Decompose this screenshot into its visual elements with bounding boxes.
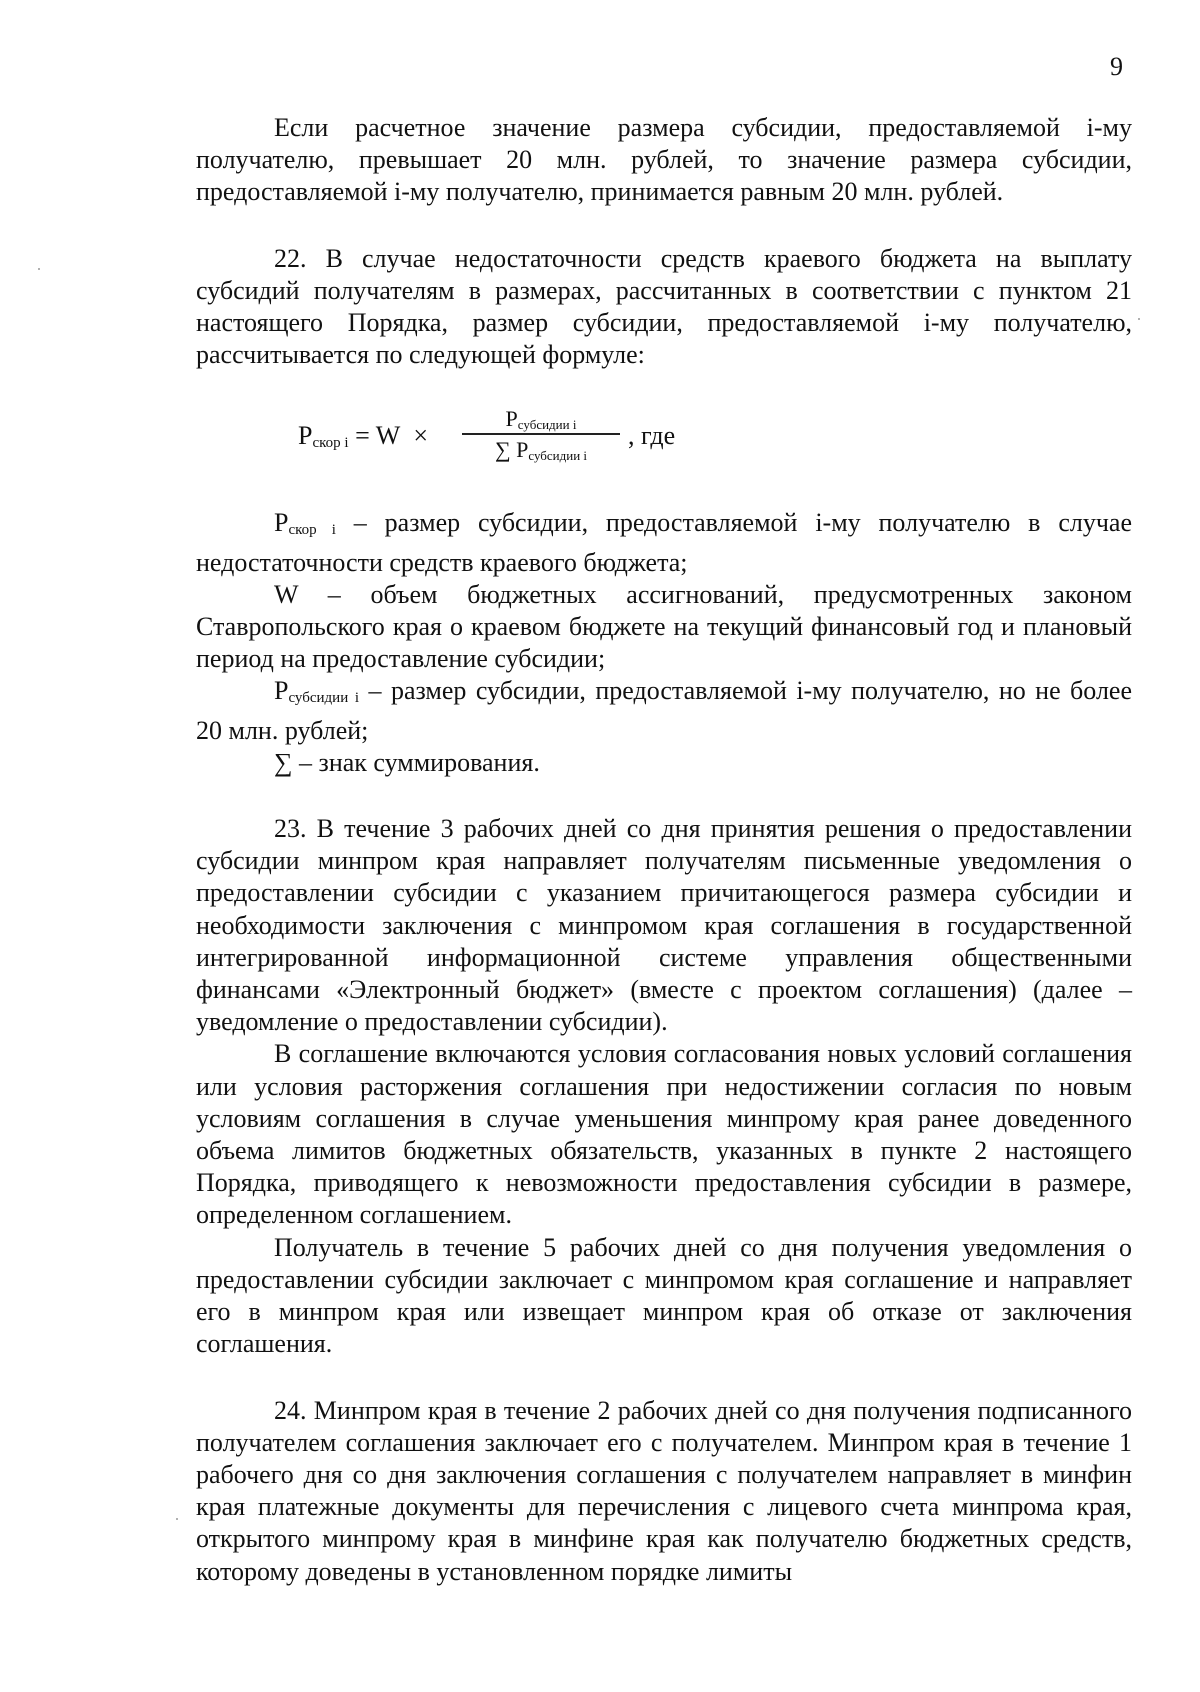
formula-lhs-symbol: P: [298, 421, 313, 451]
paragraph-23-recipient: Получатель в течение 5 рабочих дней со дня получения уведомления о предоставлении субсидии заключает с минпромом края соглашение и направляет его в минпром края или извещает минпром края об отказе от заключения соглашения.: [196, 1232, 1132, 1359]
scan-speck: [176, 1518, 178, 1520]
paragraph-23: 23. В течение 3 рабочих дней со дня принятия решения о предоставлении субсидии минпром края направляет получателям письменные уведомления о предоставлении субсидии с указанием причитающегося размера субсидии и необходимости заключения с минпромом края соглашения в государственной интегрированной информационной системе управления общественными финансами «Электронный бюджет» (вместе с проектом соглашения) (далее – уведомление о предоставлении субсидии).: [196, 814, 1132, 1037]
definition-w: W – объем бюджетных ассигнований, предусмотренных законом Ставропольского края о краевом бюджете на текущий финансовый год и плановый период на предоставление субсидии;: [196, 579, 1132, 674]
formula-lhs: [298, 421, 428, 458]
scan-speck: [1138, 318, 1140, 320]
paragraph-22: 22. В случае недостаточности средств краевого бюджета на выплату субсидий получателям в размерах, рассчитанных в соответствии с пунктом 21 настоящего Порядка, размер субсидии, предоставляемой i-му получателю, рассчитывается по следующей формуле:: [196, 243, 1132, 370]
formula-w: W: [375, 421, 401, 451]
formula-numerator: $P_{субсидии i}$: [505, 406, 577, 433]
definition-sum: ∑ – знак суммирования.: [274, 747, 540, 777]
definition-p-subsidy: $P_{субсидии i}$ – размер субсидии, предоставляемой i-му получателю, но не более 20 млн. рублей;: [196, 676, 1133, 745]
subsidy-formula: [196, 397, 1132, 491]
page-number: 9: [1110, 52, 1123, 81]
scan-speck: [38, 268, 40, 270]
formula-denominator: ∑ $P_{субсидии i}$: [494, 436, 588, 463]
paragraph-23-agreement-terms: В соглашение включаются условия согласования новых условий соглашения или условия расторжения соглашения при недостижении согласия по новым условиям соглашения в случае уменьшения минпрому края ранее доведенного объема лимитов бюджетных обязательств, указанных в пункте 2 настоящего Порядка, приводящего к невозможности предоставления субсидии в размере, определенном соглашением.: [196, 1039, 1132, 1230]
formula-equals: =: [348, 421, 376, 451]
paragraph-24: 24. Минпром края в течение 2 рабочих дней со дня получения подписанного получателем соглашения заключает его с получателем. Минпром края в течение 1 рабочего дня со дня заключения соглашения с получателем направляет в минфин края платежные документы для перечисления с лицевого счета минпрома края, открытого минпрому края в минфине края как получателю бюджетных средств, которому доведены в установленном порядке лимиты: [196, 1395, 1132, 1586]
document-body: [196, 112, 1132, 1588]
formula-lhs-subscript: скор i: [312, 435, 349, 452]
formula-times: ×: [413, 421, 428, 451]
formula-fraction: [462, 405, 620, 465]
definition-p-skor: $P_{скор i}$ – размер субсидии, предоставляемой i-му получателю в случае недостаточности средств краевого бюджета;: [196, 508, 1132, 577]
paragraph-subsidy-limit: Если расчетное значение размера субсидии, предоставляемой i-му получателю, превышает 20 млн. рублей, то значение размера субсидии, предоставляемой i-му получателю, принимается равным 20 млн. рублей.: [196, 113, 1132, 207]
formula-tail: , где: [628, 421, 676, 451]
